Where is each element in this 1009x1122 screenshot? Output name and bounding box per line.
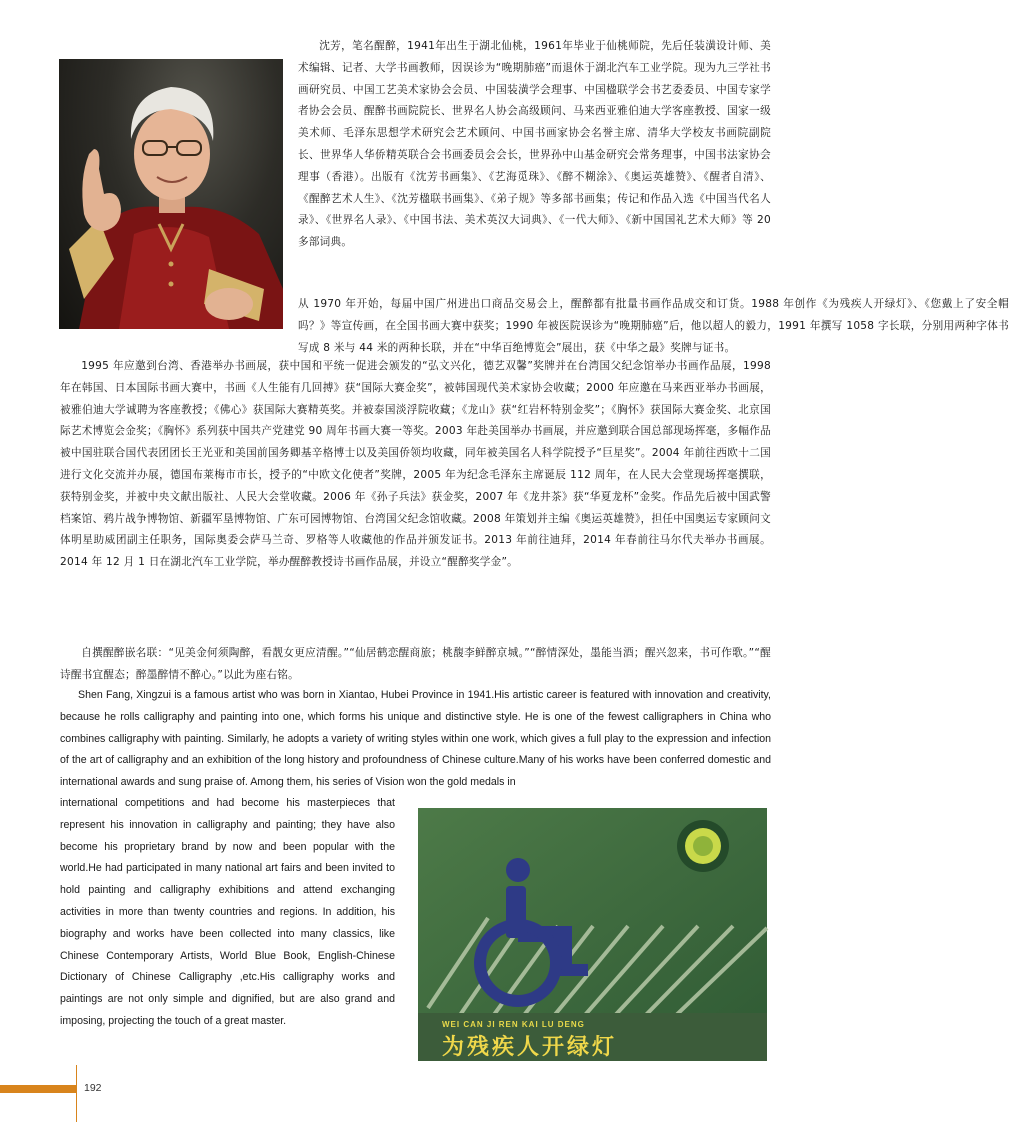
poster-painting-green-light [418,808,767,1061]
bio-paragraph-1970 [60,294,1009,359]
page-number: 192 [84,1082,102,1094]
bio-intro-paragraph: 沈芳，笔名醒醉，1941年出生于湖北仙桃，1961年毕业于仙桃师院，先后任装潢设计师、美术编辑、记者、大学书画教师，因误诊为“晚期肺癌”而退休于湖北汽车工业学院。现为九三学社书画研究员、中国工艺美术家协会会员、中国装潢学会理事、中国楹联学会书艺委委员、中国专家学者协会会员、醒醉书画院院长、世界名人协会高级顾问、马来西亚雅伯迪大学客座教授、国家一级美术师、毛泽东思想学术研究会艺术顾问、中国书画家协会名誉主席、清华大学校友书画院副院长、世界华人华侨精英联合会书画委员会会长，世界孙中山基金研究会常务理事，中国书法家协会理事（香港）。出版有《沈芳书画集》、《艺海觅珠》、《醉不糊涂》、《奥运英雄赞》、《醒者自清》、《醒醉艺术人生》、《沈芳楹联书画集》、《弟子规》等多部书画集；传记和作品入选《中国当代名人录》、《世界名人录》、《中国书法、美术英汉大词典》、《一代大师》、《新中国国礼艺术大师》等 20 多部词典。 [298,40,771,249]
artist-portrait-photo [59,59,283,329]
english-bio-continuation: international competitions and had become his masterpieces that represent his innovation in calligraphy and painting; they have also become his proprietary brand by now and been popular with the world.He had participated in many national art fairs and been invited to hold painting and calligraphy exhibitions and attend exchanging activities in more than twenty countries and regions. In addition, his biography and works have been collected into many classics, like Chinese Contemporary Artists, World Blue Book, English-Chinese Dictionary of Chinese Calligraphy ,etc.His calligraphy works and paintings are not only simple and dignified, but are also grand and imposing, projecting the touch of a great master. [60,797,395,1027]
poster-pinyin-caption: WEI CAN JI REN KAI LU DENG [442,1020,585,1029]
couplet-paragraph: 自撰醒醉嵌名联：“见美金何须陶醉，看靓女更应清醒。”“仙居鹤恋醒商旅；桃馥李鲜醉京城。”“醉情深处，墨能当酒；醒兴忽来，书可作歌。”“醒诗醒书宜醒态；醉墨醉情不醉心。”以此为座右铭。 [60,647,771,681]
footer-accent-bar [0,1085,76,1093]
english-bio-paragraph: Shen Fang, Xingzui is a famous artist who was born in Xiantao, Hubei Province in 1941.His artistic career is featured with innovation and creativity, because he rolls calligraphy and painting into one, which forms his unique and distinctive style. He is one of the fewest calligraphers in China who combines calligraphy with painting. Similarly, he adopts a variety of writing styles within one work, which gives a full play to the expression and infection of the art of calligraphy and an exhibition of the long history and profoundness of Chinese culture.Many of his works have been conferred domestic and international awards and sung praise of. Among them, his series of Vision won the gold medals in [60,689,771,789]
footer-vertical-rule [76,1065,77,1122]
bio-paragraph-1970-text: 从 1970 年开始，每届中国广州进出口商品交易会上，醒醉都有批量书画作品成交和订货。1988 年创作《为残疾人开绿灯》、《您戴上了安全帽吗？》等宣传画，在全国书画大赛中获奖；1990 年被医院误诊为“晚期肺癌”后，他以超人的毅力，1991 年撰写 1058 字长联，分别用两种字体书写成 8 米与 44 米的两种长联，并在“中华百绝博览会”展出，获《中华之最》奖牌与证书。 [298,298,1009,354]
bio-paragraph-1995: 1995 年应邀到台湾、香港举办书画展，获中国和平统一促进会颁发的“弘文兴化，德艺双馨”奖牌并在台湾国父纪念馆举办书画作品展，1998 年在韩国、日本国际书画大赛中，书画《人生能有几回搏》获“国际大赛金奖”，被韩国现代美术家协会收藏；2000 年应邀在马来西亚举办书画展，被雅伯迪大学诚聘为客座教授；《佛心》获国际大赛精英奖。并被泰国淡浮院收藏；《龙山》获“红岩杯特别金奖”；《胸怀》获国际大赛金奖、北京国际艺术博览会金奖；《胸怀》系列获中国共产党建党 90 周年书画大赛一等奖。2003 年赴美国举办书画展，并应邀到联合国总部现场挥毫，多幅作品被中国驻联合国代表团团长王光亚和美国前国务卿基辛格博士以及美国侨领均收藏，同年被美国名人科学院授予“巨星奖”。2004 年前往西欧十二国进行文化交流并办展，德国布莱梅市市长，授予的“中欧文化使者”奖牌，2005 年为纪念毛泽东主席诞辰 112 周年，在人民大会堂现场挥毫撰联，获特别金奖，并被中央文献出版社、人民大会堂收藏。2006 年《孙子兵法》获金奖，2007 年《龙井茶》获“华夏龙杯”金奖。作品先后被中国武警档案馆、鸦片战争博物馆、新疆军垦博物馆、广东可园博物馆、台湾国父纪念馆收藏。2008 年策划并主编《奥运英雄赞》，担任中国奥运专家顾问文体明星助威团副主任职务，国际奥委会萨马兰奇、罗格等人收藏他的作品并颁发证书。2013 年前往迪拜，2014 年春前往马尔代夫举办书画展。2014 年 12 月 1 日在湖北汽车工业学院，举办醒醉教授诗书画作品展，并设立“醒醉奖学金”。 [60,360,771,569]
poster-title-caption: 为残疾人开绿灯 [442,1035,618,1060]
